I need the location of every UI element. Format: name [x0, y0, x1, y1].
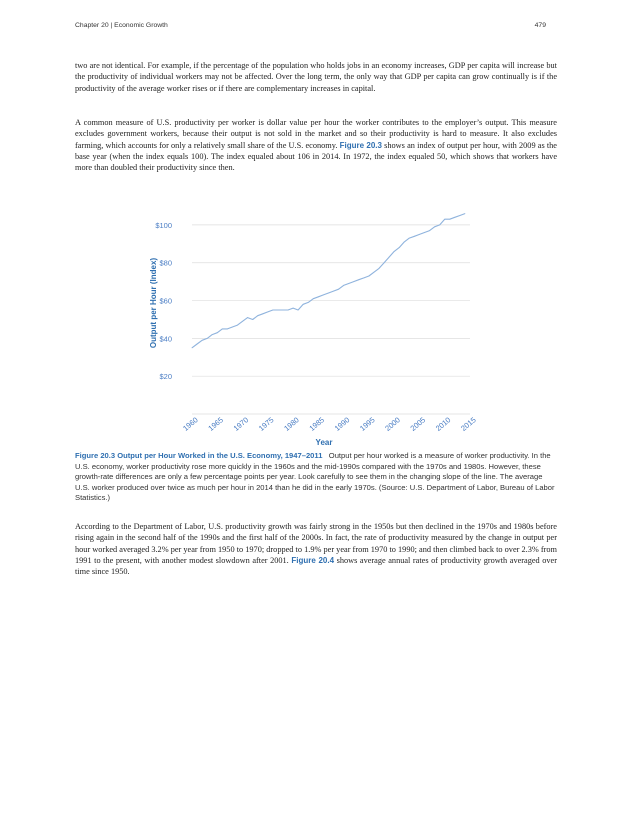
page-number: 479	[534, 22, 546, 29]
paragraph-2-text-a: A common measure of U.S. productivity per worker is dollar value per hour the worker contributes to the employer’s output. This measure excludes government workers, because their output is not sold in the market and so their productivity is hard to measure. It also excludes farming, which accounts for only a relatively small share of the U.S. economy.	[75, 118, 557, 150]
figure-20-4-link[interactable]: Figure 20.4	[291, 555, 335, 565]
data-point	[192, 347, 193, 348]
data-point	[222, 329, 223, 330]
data-point	[419, 234, 420, 235]
x-tick-label: 1995	[358, 415, 377, 433]
y-tick-label: $100	[155, 220, 172, 230]
x-tick-label: 2015	[459, 415, 478, 433]
data-point	[328, 293, 329, 294]
caption-text: Output per hour worked is a measure of worker productivity. In the U.S. economy, worker productivity rose more quickly in the 1960s and the mid-1990s compared with the 1970s and 1980s. However, these growth-rate differences are only a few percentage points per year. Look carefully to see them in the changing slope of the line. The average U.S. worker produced over twice as much per hour in 2014 than he did in the early 1970s. (Source: U.S. Department of Labor, Bureau of Labor Statistics.)	[75, 451, 555, 503]
data-point	[429, 230, 430, 231]
data-point	[424, 232, 425, 233]
data-point	[444, 219, 445, 220]
data-point	[283, 310, 284, 311]
data-point	[338, 289, 339, 290]
data-point	[262, 313, 263, 314]
data-point	[369, 276, 370, 277]
data-point	[389, 257, 390, 258]
data-point	[288, 310, 289, 311]
running-header-chapter: Chapter 20 | Economic Growth	[75, 22, 168, 29]
data-point	[318, 296, 319, 297]
data-point	[202, 340, 203, 341]
data-point	[267, 311, 268, 312]
y-tick-label: $60	[159, 296, 172, 306]
data-point	[207, 338, 208, 339]
data-point	[414, 236, 415, 237]
data-point	[449, 219, 450, 220]
data-point	[323, 294, 324, 295]
data-point	[247, 317, 248, 318]
data-point	[257, 315, 258, 316]
x-axis-label: Year	[315, 438, 333, 447]
body-paragraph-1: two are not identical. For example, if the percentage of the population who holds jobs in an economy increases, GDP per capita will increase but the productivity of individual workers may not be affected. Over the long term, the only way that GDP per capita can grow continually is if the productivity of the average worker rises or if there are complementary increases in capital.	[75, 61, 557, 93]
body-paragraph-2	[75, 117, 557, 173]
data-point	[293, 308, 294, 309]
data-point	[278, 310, 279, 311]
productivity-line-chart	[140, 198, 490, 450]
x-tick-label: 2005	[408, 415, 428, 433]
data-point	[363, 277, 364, 278]
chart-canvas	[140, 198, 490, 450]
y-tick-label: $40	[159, 334, 172, 344]
figure-20-3-link[interactable]: Figure 20.3	[339, 140, 382, 150]
x-tick-label: 1980	[282, 415, 301, 433]
x-tick-label: 2000	[383, 415, 402, 433]
data-point	[358, 279, 359, 280]
data-point	[409, 238, 410, 239]
x-tick-label: 1970	[231, 415, 251, 433]
data-point	[459, 215, 460, 216]
data-point	[313, 298, 314, 299]
data-point	[343, 285, 344, 286]
data-point	[379, 268, 380, 269]
data-point	[212, 334, 213, 335]
data-point	[303, 304, 304, 305]
data-point	[465, 213, 466, 214]
caption-title: Figure 20.3 Output per Hour Worked in the U.S. Economy, 1947–2011	[75, 451, 323, 460]
data-point	[348, 283, 349, 284]
y-tick-label: $20	[159, 372, 172, 382]
paragraph-3-text-b: shows average annual rates of productivity growth averaged over time since 1950.	[75, 555, 557, 577]
data-point	[384, 262, 385, 263]
x-tick-label: 1975	[256, 415, 276, 433]
figure-caption	[75, 451, 557, 504]
data-point	[404, 242, 405, 243]
series-line-output-per-hour	[192, 214, 465, 348]
data-point	[272, 310, 273, 311]
data-point	[298, 310, 299, 311]
data-point	[252, 319, 253, 320]
data-point	[439, 225, 440, 226]
x-tick-label: 1965	[206, 415, 225, 433]
x-tick-label: 1960	[181, 415, 200, 433]
x-tick-label: 2010	[433, 415, 453, 433]
data-point	[394, 251, 395, 252]
body-paragraph-3	[75, 521, 557, 577]
data-point	[227, 329, 228, 330]
y-tick-label: $80	[159, 258, 172, 268]
data-point	[308, 302, 309, 303]
x-tick-label: 1990	[332, 415, 352, 433]
data-point	[242, 321, 243, 322]
data-point	[454, 217, 455, 218]
paragraph-3-text-a: According to the Department of Labor, U.S. productivity growth was fairly strong in the 1950s but then declined in the 1970s and 1980s before rising again in the second half of the 1990s and the first half of the 2000s. In fact, the rate of productivity measured by the change in output per hour worked averaged 3.2% per year from 1950 to 1970; dropped to 1.9% per year from 1970 to 1990; and then climbed back to over 2.3% from 1991 to the present, with another modest slowdown after 2001.	[75, 522, 557, 565]
data-point	[333, 291, 334, 292]
data-point	[237, 325, 238, 326]
data-point	[399, 247, 400, 248]
x-tick-label: 1985	[307, 415, 327, 433]
data-point	[374, 272, 375, 273]
data-point	[197, 344, 198, 345]
data-point	[434, 226, 435, 227]
paragraph-2-text-b: shows an index of output per hour, with 2009 as the base year (when the index equals 100). The index equaled about 106 in 2014. In 1972, the index equaled 50, which shows that workers have more than doubled their productivity since then.	[75, 140, 557, 173]
data-point	[232, 327, 233, 328]
data-point	[217, 332, 218, 333]
y-axis-label: Output per Hour (Index)	[149, 257, 158, 349]
data-point	[353, 281, 354, 282]
